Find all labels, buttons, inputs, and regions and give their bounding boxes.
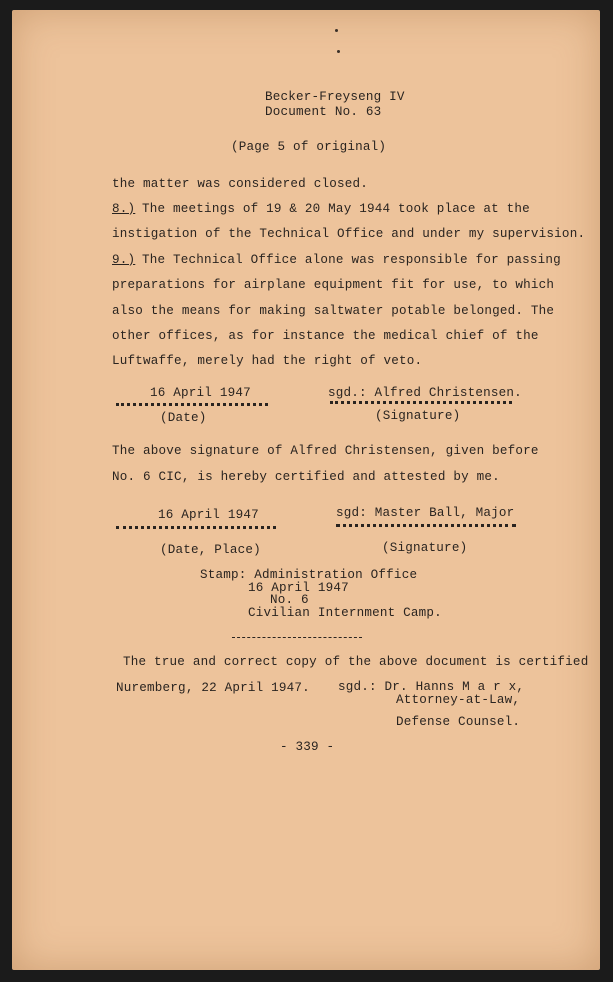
copy-certification-line: The true and correct copy of the above document is certified (123, 655, 589, 669)
body-line: The Technical Office alone was responsible for passing (142, 253, 561, 267)
page-note: (Page 5 of original) (231, 140, 387, 154)
body-line: also the means for making saltwater potable belonged. The (112, 304, 555, 318)
signature-date: 16 April 1947 (158, 508, 259, 522)
signature-name: sgd.: Alfred Christensen. (328, 386, 522, 400)
body-line: instigation of the Technical Office and under my supervision. (112, 227, 586, 241)
separator-rule (232, 637, 362, 638)
stamp-line: 16 April 1947 (248, 581, 349, 595)
certification-line: The above signature of Alfred Christensen, given before (112, 444, 539, 458)
paragraph-number: 8.) (112, 202, 136, 216)
date-label: (Date) (160, 411, 207, 425)
date-dotted-line (116, 403, 268, 406)
body-line: the matter was considered closed. (112, 177, 368, 191)
paragraph-number: 9.) (112, 253, 136, 267)
document-page (12, 10, 600, 970)
date-label: (Date, Place) (160, 543, 261, 557)
copy-signature: sgd.: Dr. Hanns M a r x, (338, 680, 525, 694)
certification-line: No. 6 CIC, is hereby certified and attested by me. (112, 470, 500, 484)
paper-speck (335, 29, 338, 32)
signature-label: (Signature) (375, 409, 461, 423)
paper-speck (337, 50, 340, 53)
stamp-line: Stamp: Administration Office (200, 568, 418, 582)
signature-name: sgd: Master Ball, Major (336, 506, 515, 520)
signature-date: 16 April 1947 (150, 386, 251, 400)
signature-dotted-line (336, 524, 516, 527)
date-dotted-line (116, 526, 276, 529)
case-title: Becker-Freyseng IV (265, 90, 405, 104)
body-line: The meetings of 19 & 20 May 1944 took place at the (142, 202, 530, 216)
page-number: - 339 - (280, 740, 335, 754)
body-line: Luftwaffe, merely had the right of veto. (112, 354, 423, 368)
document-number: Document No. 63 (265, 105, 382, 119)
stamp-line: No. 6 (270, 593, 309, 607)
signature-dotted-line (330, 401, 512, 404)
stamp-line: Civilian Internment Camp. (248, 606, 442, 620)
body-line: preparations for airplane equipment fit for use, to which (112, 278, 555, 292)
signature-label: (Signature) (382, 541, 468, 555)
copy-signer-title: Defense Counsel. (396, 715, 521, 729)
copy-place-date: Nuremberg, 22 April 1947. (116, 681, 310, 695)
copy-signer-title: Attorney-at-Law, (396, 693, 521, 707)
body-line: other offices, as for instance the medical chief of the (112, 329, 539, 343)
